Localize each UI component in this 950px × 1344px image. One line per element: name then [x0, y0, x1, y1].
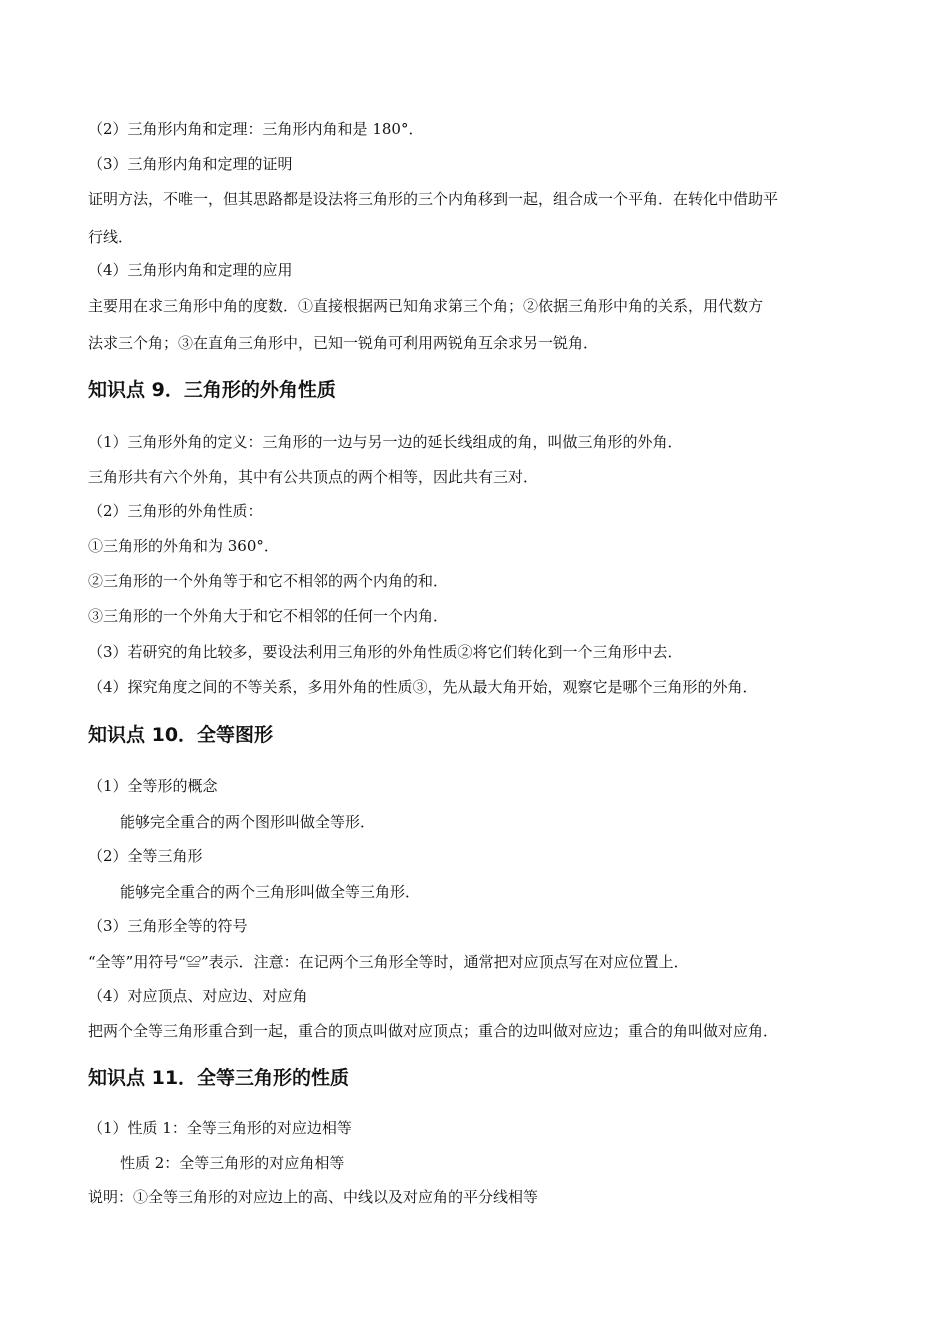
exterior-angle-properties-label: （2）三角形的外角性质： [88, 502, 263, 520]
exterior-angle-property-1: ①三角形的外角和为 360°． [88, 537, 279, 555]
congruent-figures-item-2: （2）全等三角形 [88, 847, 203, 865]
congruent-property-1: （1）性质 1：全等三角形的对应边相等 [88, 1119, 352, 1137]
application-text-line-2: 法求三个角；③在直角三角形中，已知一锐角可利用两锐角互余求另一锐角． [88, 334, 599, 352]
exterior-angle-property-2: ②三角形的一个外角等于和它不相邻的两个内角的和． [88, 572, 449, 590]
congruence-symbol-text: “全等”用符号“≌”表示．注意：在记两个三角形全等时，通常把对应顶点写在对应位置上． [88, 953, 689, 971]
section-heading-9: 知识点 9．三角形的外角性质 [88, 379, 336, 401]
theorem-item-4: （4）三角形内角和定理的应用 [88, 261, 293, 279]
congruent-property-2: 性质 2：全等三角形的对应角相等 [120, 1154, 345, 1172]
section-heading-10: 知识点 10．全等图形 [88, 724, 274, 746]
section-heading-11: 知识点 11．全等三角形的性质 [88, 1067, 350, 1089]
congruent-figures-item-3: （3）三角形全等的符号 [88, 917, 248, 935]
proof-text-line-1: 证明方法，不唯一，但其思路都是设法将三角形的三个内角移到一起，组合成一个平角．在转化中借助平 [88, 190, 779, 208]
application-text-line-1: 主要用在求三角形中角的度数．①直接根据两已知角求第三个角；②依据三角形中角的关系，用代数方 [88, 297, 764, 315]
congruent-figures-item-1: （1）全等形的概念 [88, 777, 218, 795]
exterior-angle-item-3: （3）若研究的角比较多，要设法利用三角形的外角性质②将它们转化到一个三角形中去． [88, 643, 683, 661]
exterior-angle-item-4: （4）探究角度之间的不等关系，多用外角的性质③，先从最大角开始，观察它是哪个三角形的外角． [88, 678, 758, 696]
exterior-angle-definition: （1）三角形外角的定义：三角形的一边与另一边的延长线组成的角，叫做三角形的外角． [88, 433, 683, 451]
congruent-figures-definition: 能够完全重合的两个图形叫做全等形． [120, 813, 376, 831]
exterior-angle-note: 三角形共有六个外角，其中有公共顶点的两个相等，因此共有三对． [88, 468, 539, 486]
congruent-property-note: 说明：①全等三角形的对应边上的高、中线以及对应角的平分线相等 [88, 1188, 539, 1206]
proof-text-line-2: 行线． [88, 228, 134, 246]
congruent-figures-item-4: （4）对应顶点、对应边、对应角 [88, 987, 308, 1005]
exterior-angle-property-3: ③三角形的一个外角大于和它不相邻的任何一个内角． [88, 607, 449, 625]
theorem-item-3: （3）三角形内角和定理的证明 [88, 155, 293, 173]
theorem-item-2: （2）三角形内角和定理：三角形内角和是 180°． [88, 120, 424, 138]
congruent-triangles-definition: 能够完全重合的两个三角形叫做全等三角形． [120, 883, 421, 901]
corresponding-parts-text: 把两个全等三角形重合到一起，重合的顶点叫做对应顶点；重合的边叫做对应边；重合的角叫做对应角． [88, 1022, 779, 1040]
